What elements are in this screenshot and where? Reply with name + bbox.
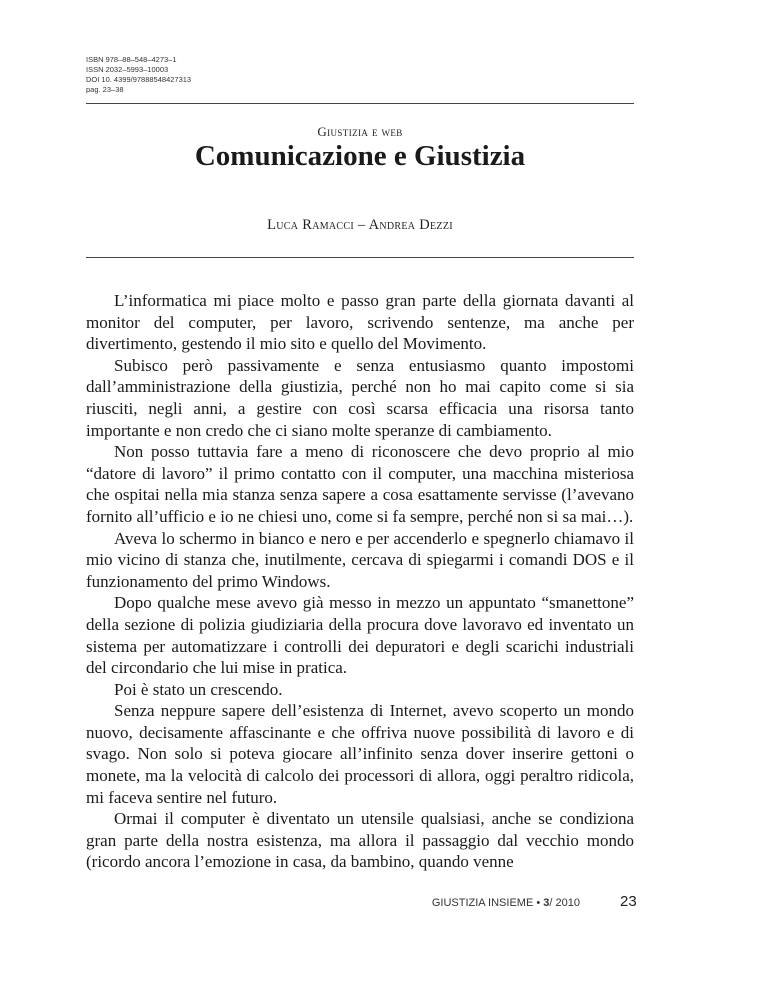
paragraph: Ormai il computer è diventato un utensile qualsiasi, anche se condiziona gran parte della nostra esistenza, ma allora il passaggio dal vecchio mondo (ricordo ancora l’emozione in casa, da bambino, quando venne: [86, 809, 634, 872]
article-title: Comunicazione e Giustizia: [194, 140, 526, 172]
paragraph: Non posso tuttavia fare a meno di riconoscere che devo proprio al mio “datore di lavoro” il primo contatto con il computer, una macchina misteriosa che ospitai nella mia stanza senza sapere a cosa esattamente servisse (l’avevano fornito all’ufficio e io ne chiesi uno, come si fa sempre, perché non si sa mai…).: [86, 442, 634, 526]
footer-bullet: •: [536, 897, 541, 909]
isbn-line: ISBN 978–88–548–4273–1: [86, 55, 177, 64]
bibliographic-info: [86, 55, 191, 95]
issn-line: ISSN 2032–5993–10003: [86, 65, 169, 74]
article-authors: Luca Ramacci – Andrea Dezzi: [267, 217, 453, 233]
paragraph: Dopo qualche mese avevo già messo in mezzo un appuntato “smanettone” della sezione di polizia giudiziaria della procura dove lavoravo ed inventato un sistema per automatizzare i controlli dei depuratori e degli scarichi industriali del circondario che lui mise in pratica.: [86, 593, 634, 678]
doi-line: DOI 10. 4399/97888548427313: [86, 75, 192, 84]
paragraph: Aveva lo schermo in bianco e nero e per accenderlo e spegnerlo chiamavo il mio vicino di stanza che, inutilmente, cercava di spiegarmi i comandi DOS e il funzionamento del primo Windows.: [86, 528, 634, 591]
paragraph: L’informatica mi piace molto e passo gran parte della giornata davanti al monitor del computer, per lavoro, scrivendo sentenze, ma anche per divertimento, gestendo il mio sito e quello del Movimento.: [86, 291, 634, 354]
issue-number: 3: [543, 897, 550, 909]
section-label: Giustizia e web: [317, 124, 403, 139]
running-footer: [432, 897, 580, 909]
title-divider: [86, 257, 634, 258]
page-number: 23: [620, 893, 637, 910]
article-body: [86, 290, 634, 873]
pages-line: pag. 23–38: [86, 85, 124, 94]
paragraph: Subisco però passivamente e senza entusiasmo quanto impostomi dall’amministrazione della giustizia, perché non ho mai capito come si sia riusciti, negli anni, a gestire con così scarsa efficacia una risorsa tanto importante e non credo che ci siano molte speranze di cambiamento.: [86, 355, 634, 440]
header-divider: [86, 103, 634, 104]
issue-year: / 2010: [549, 897, 580, 909]
journal-name: GIUSTIZIA INSIEME: [431, 897, 534, 909]
paragraph: Poi è stato un crescendo.: [114, 679, 283, 699]
paragraph: Senza neppure sapere dell’esistenza di Internet, avevo scoperto un mondo nuovo, decisamente affascinante e che offriva nuove possibilità di lavoro e di svago. Non solo si poteva giocare all’infinito senza dover inserire gettoni o monete, ma la velocità di calcolo dei processori di allora, oggi peraltro ridicola, mi faceva sentire nel futuro.: [86, 701, 634, 807]
